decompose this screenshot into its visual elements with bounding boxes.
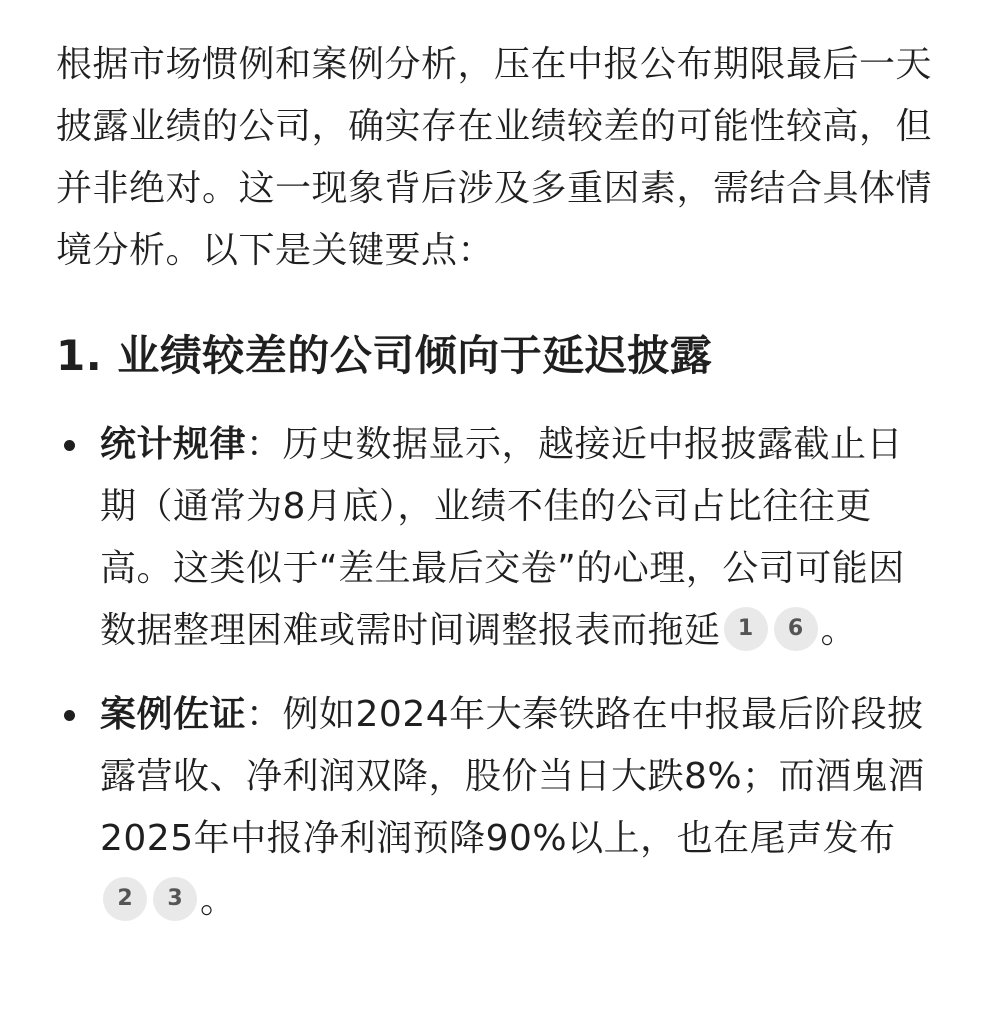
intro-paragraph: 根据市场惯例和案例分析，压在中报公布期限最后一天披露业绩的公司，确实存在业绩较差的可能性较高，但并非绝对。这一现象背后涉及多重因素，需结合具体情境分析。以下是关键要点： bbox=[56, 44, 933, 271]
bullet-term: 统计规律 bbox=[100, 424, 247, 465]
bullet-list bbox=[56, 414, 936, 932]
bullet-dot-icon bbox=[64, 440, 75, 451]
bullet-text: 例如2024年大秦铁路在中报最后阶段披露营收、净利润双降，股价当日大跌8%；而酒鬼酒2025年中报净利润预降90%以上，也在尾声发布 bbox=[100, 694, 925, 859]
answer-content bbox=[56, 34, 936, 954]
citation-badge[interactable]: 1 bbox=[724, 607, 768, 651]
citation-badge[interactable]: 2 bbox=[103, 877, 147, 921]
bullet-separator: ： bbox=[246, 694, 283, 735]
bullet-end: 。 bbox=[200, 880, 237, 921]
bullet-text: 历史数据显示，越接近中报披露截止日期（通常为8月底），业绩不佳的公司占比往往更高。这类似于“差生最后交卷”的心理，公司可能因数据整理困难或需时间调整报表而拖延 bbox=[100, 424, 905, 651]
section-heading: 1. 业绩较差的公司倾向于延迟披露 bbox=[56, 331, 713, 380]
bullet-term: 案例佐证 bbox=[100, 694, 247, 735]
bullet-separator: ： bbox=[246, 424, 283, 465]
citation-badge[interactable]: 6 bbox=[774, 607, 818, 651]
list-item-statistics bbox=[56, 414, 936, 662]
bullet-dot-icon bbox=[64, 710, 75, 721]
bullet-end: 。 bbox=[820, 610, 858, 651]
citation-badge[interactable]: 3 bbox=[153, 877, 197, 921]
list-item-case-evidence bbox=[56, 684, 936, 932]
